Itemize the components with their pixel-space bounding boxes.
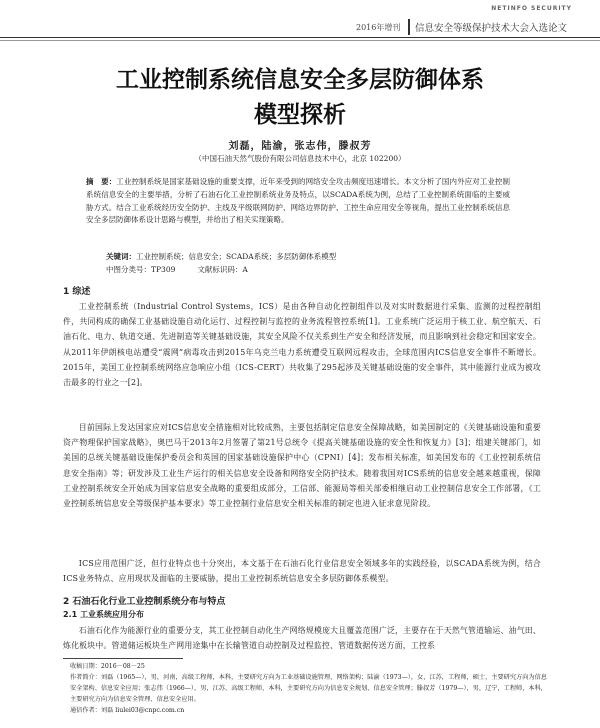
header-rule xyxy=(0,37,600,38)
authors: 刘磊，陆渝，张志伟，滕叔芳 xyxy=(228,141,372,152)
abstract-text: 工业控制系统是国家基础设施的重要支撑，近年来受到的网络安全攻击频度迅速增长。本文分析了国内外应对工业控制系统信息安全的主要举措，分析了石油石化工业控制系统业务及特点，以SCADA系统为例，总结了工业控制系统面临的主要威胁方式。结合工业系统经历安全防护、主线及平级联网防护、网络边界防护、工控生命应用安全等视角，提出工业控制系统信息安全多层防御体系设计思路与模型，并给出了相关实现策略。 xyxy=(86,177,511,225)
footnote-contact: 通信作者：刘磊 liulei03@cnpc.com.cn xyxy=(70,707,185,714)
keywords-label: 关键词： xyxy=(106,252,136,261)
footnote-rule xyxy=(63,658,183,659)
header-divider xyxy=(408,19,410,35)
section-2-heading: 2 石油石化行业工业控制系统分布与特点 xyxy=(63,597,226,607)
section-1-heading: 1 综述 xyxy=(63,287,91,297)
affiliation: （中国石油天然气股份有限公司信息技术中心，北京 102200） xyxy=(194,154,406,163)
conference-title: 信息安全等级保护技术大会入选论文 xyxy=(415,23,568,34)
classification xyxy=(106,264,526,275)
abstract xyxy=(86,176,510,227)
paper-title xyxy=(0,63,600,133)
keywords-text: 工业控制系统；信息安全；SCADA系统；多层防御体系模型 xyxy=(136,252,337,261)
section-1-paragraph-2: 目前国际上发达国家应对ICS信息安全措施相对比较成熟，主要包括制定信息安全保障战略，如美国制定的《关键基础设施和重要资产物理保护国家战略》，奥巴马于2013年2月签署了第21号总统令《提高关键基础设施的安全性和恢复力》[3]；组建关键部门，如美国的总统关键基础设施保护委员会和英国的国家基础设施保护中心（CPNI）[4]；发布相关标准，如美国发布的《工业控制系统信息安全指南》等；研发涉及工业生产运行的相关信息安全设备和网络安全防护技术。随着我国对ICS系统的信息安全越来越重视，保障工业控制系统安全开始成为国家信息安全战略的重要组成部分，工信部、能源局等相关部委相继启动工业控制信息安全工作部署，《工业控制系统信息安全等级保护基本要求》等工业控制行业信息安全相关标准的制定也进入征求意见阶段。 xyxy=(63,423,541,509)
issue-year: 2016年增刊 xyxy=(356,23,401,32)
clc-number: 中图分类号：TP309 xyxy=(106,265,176,274)
abstract-label: 摘 要： xyxy=(86,177,117,186)
section-1-paragraph-3: ICS应用范围广泛，但行业特点也十分突出，本文基于在石油石化行业信息安全领域多年的实践经验，以SCADA系统为例，结合ICS业务特点、应用现状及面临的主要威胁，提出工业控制系统信息安全多层防御体系模型。 xyxy=(63,559,541,584)
footnote-received: 收稿日期：2016－08－25 xyxy=(70,663,145,670)
header-rule-thin xyxy=(0,40,600,41)
keywords xyxy=(106,251,526,262)
section-2-1-heading: 2.1 工业系统应用分布 xyxy=(63,610,144,619)
section-1-paragraph-1: 工业控制系统（Industrial Control Systems，ICS）是由各种自动化控制组件以及对实时数据进行采集、监测的过程控制组件，共同构成的确保工业基础设施自动化运行、过程控制与监控的业务流程管控系统[1]。工业系统广泛运用于核工业、航空航天、石油石化、电力、轨道交通、先进制造等关键基础设施，其安全风险不仅关系到生产安全和经济发展，而且影响到社会稳定和国家安全。从2011年伊朗核电站遭受“震网”病毒攻击到2015年乌克兰电力系统遭受互联网远程攻击，全球范围内ICS信息安全事件不断增长。2015年，美国工业控制系统网络应急响应小组（ICS-CERT）共收集了295起涉及关键基础设施的安全事件，其中能源行业成为被攻击最多的行业之一[2]。 xyxy=(63,302,541,388)
journal-logo: NETINFO SECURITY xyxy=(491,5,572,12)
title-line-2: 模型探析 xyxy=(254,102,346,128)
section-2-paragraph-1: 石油石化作为能源行业的重要分支，其工业控制自动化生产网络规模庞大且覆盖范围广泛，主要存在于天然气管道输运、油气田、炼化板块中。管道储运板块生产网用途集中在长输管道自动控制及过程监控、管道数据传送方面，工控系 xyxy=(63,626,541,651)
document-code: 文献标识码：A xyxy=(197,265,248,274)
title-line-1: 工业控制系统信息安全多层防御体系 xyxy=(116,67,484,93)
footnote-author-bio: 作者简介：刘磊（1965—），男，河南，高级工程师，本科，主要研究方向为工业基础设施管理、网络架构；陆渝（1973—），女，江苏，工程师，硕士，主要研究方向为信息安全架构、信息安全应用；张志伟（1966—），男，江苏，高级工程师，本科，主要研究方向为信息安全规划、信息安全管理；滕叔芳（1979—），男，辽宁，工程师，本科，主要研究方向为信息安全管理、信息安全应用。 xyxy=(70,674,547,703)
running-header xyxy=(0,0,600,40)
